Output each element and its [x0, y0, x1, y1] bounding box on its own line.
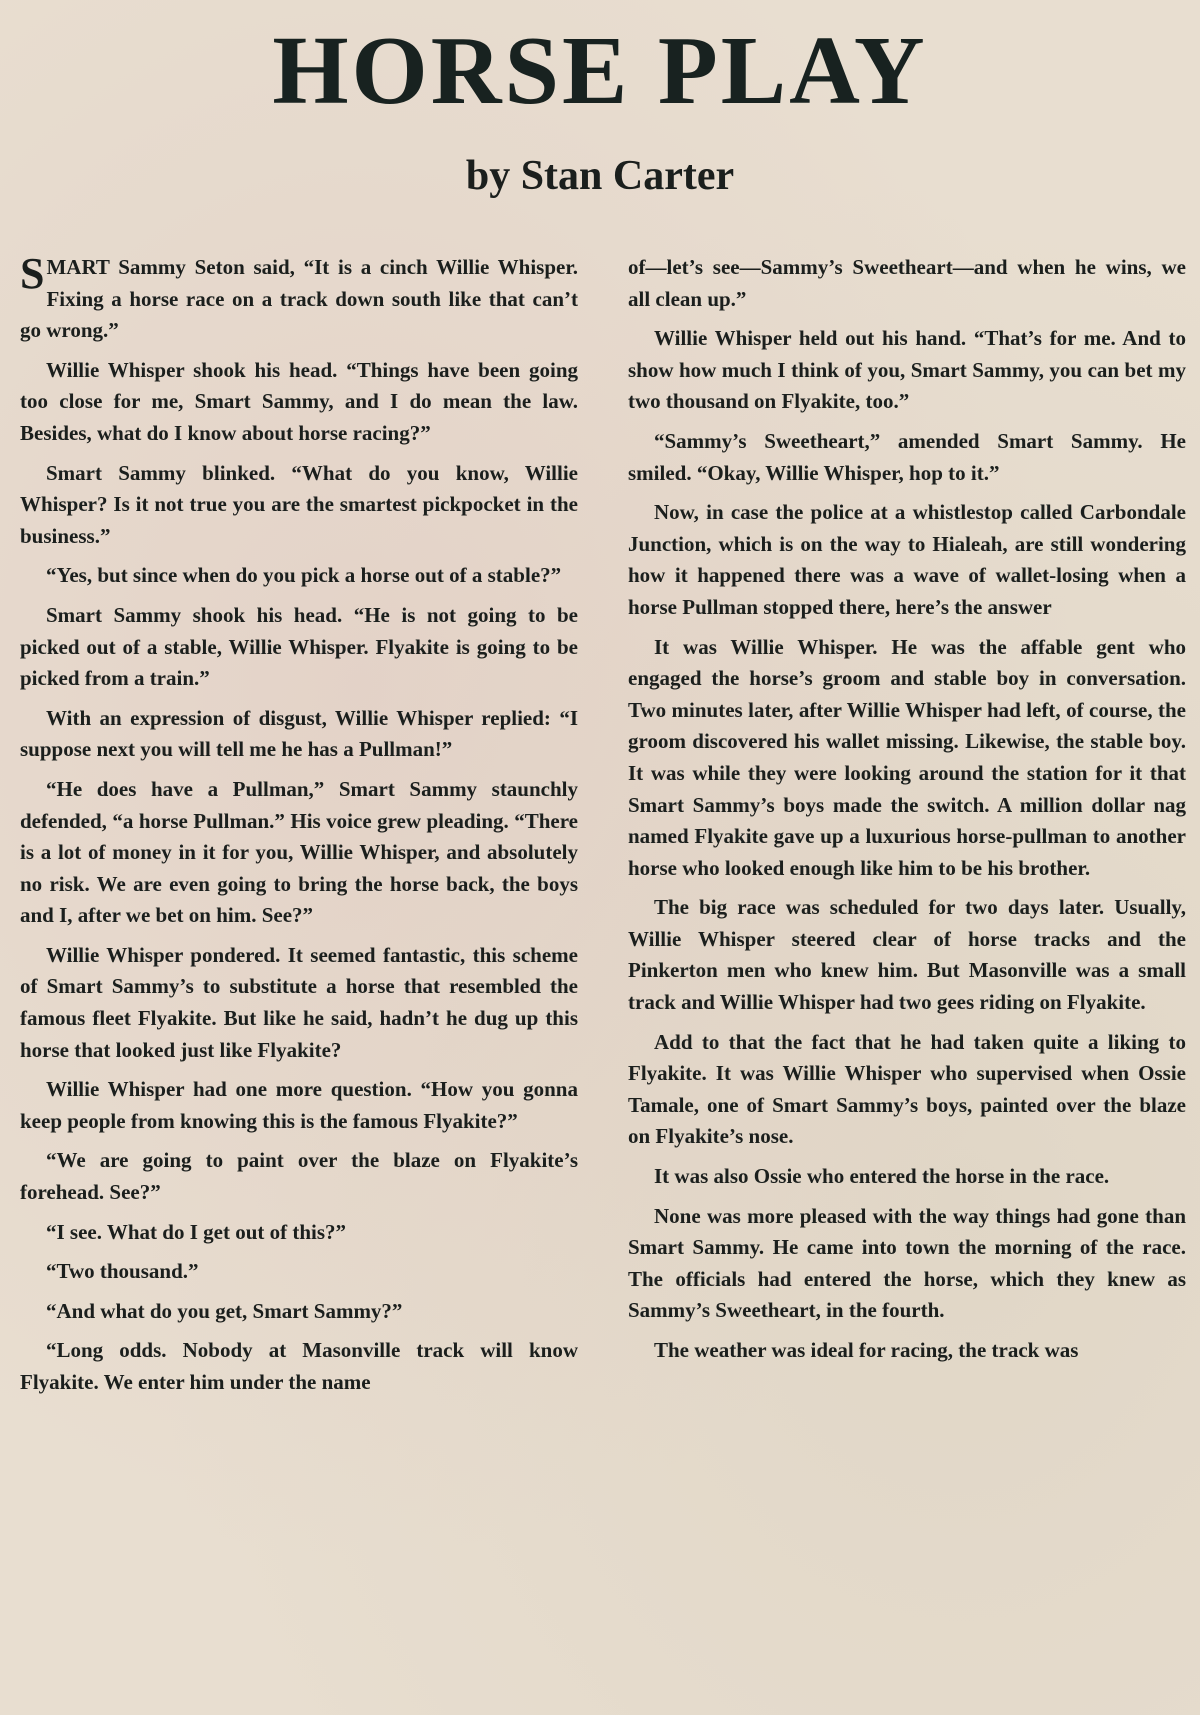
- story-title: HORSE PLAY: [272, 17, 928, 125]
- paragraph: With an expression of disgust, Willie Whisper replied: “I suppose next you will tell me he has a Pullman!”: [20, 705, 578, 762]
- paragraph: Willie Whisper shook his head. “Things have been going too close for me, Smart Sammy, and I do mean the law. Besides, what do I know about horse racing?”: [20, 357, 578, 445]
- paragraph: Smart Sammy blinked. “What do you know, Willie Whisper? Is it not true you are the smartest pickpocket in the business.”: [20, 460, 578, 548]
- paragraph: Smart Sammy shook his head. “He is not going to be picked out of a stable, Willie Whisper. Flyakite is going to be picked from a train.”: [20, 602, 578, 691]
- story-byline: by Stan Carter: [465, 153, 735, 199]
- paragraph: It was Willie Whisper. He was the affable gent who engaged the horse’s groom and stable boy in conversation. Two minutes later, after Willie Whisper had left, of course, the groom discovered his wallet missing. Likewise, the stable boy. It was while they were looking around the station for it that Smart Sammy’s boys made the switch. A million dollar nag named Flyakite gave up a luxurious horse-pullman to another horse who looked enough like him to be his brother.: [628, 634, 1186, 880]
- paragraph: “Long odds. Nobody at Masonville track will know Flyakite. We enter him under the name: [20, 1338, 578, 1394]
- paragraph: “I see. What do I get out of this?”: [46, 1219, 347, 1244]
- paragraph: “And what do you get, Smart Sammy?”: [46, 1298, 403, 1323]
- paragraph: Willie Whisper pondered. It seemed fantastic, this scheme of Smart Sammy’s to substitute a horse that resembled the famous fleet Flyakite. But like he said, hadn’t he dug up this horse that looked just like Flyakite?: [20, 942, 578, 1062]
- paragraph: “He does have a Pullman,” Smart Sammy staunchly defended, “a horse Pullman.” His voice grew pleading. “There is a lot of money in it for you, Willie Whisper, and absolutely no risk. We are even going to bring the horse back, the boys and I, after we bet on him. See?”: [20, 776, 578, 928]
- paragraph: It was also Ossie who entered the horse in the race.: [654, 1164, 1110, 1189]
- paragraph-text: MART Sammy Seton said, “It is a cinch Willie Whisper. Fixing a horse race on a track down south like that can’t go wrong.”: [20, 255, 578, 343]
- paragraph: The big race was scheduled for two days later. Usually, Willie Whisper steered clear of horse tracks and the Pinkerton men who knew him. But Masonville was a small track and Willie Whisper had two gees riding on Flyakite.: [628, 895, 1186, 1015]
- paragraph: The weather was ideal for racing, the track was: [654, 1338, 1079, 1362]
- paragraph: Now, in case the police at a whistlestop called Carbondale Junction, which is on the way to Hialeah, are still wondering how it happened there was a wave of wallet-losing when a horse Pullman stopped there, here’s the answer: [628, 500, 1186, 619]
- paragraph: Add to that the fact that he had taken quite a liking to Flyakite. It was Willie Whisper who supervised when Ossie Tamale, one of Smart Sammy’s boys, painted over the blaze on Flyakite’s nose.: [628, 1029, 1186, 1149]
- right-column: [628, 252, 1186, 1375]
- paragraph: Willie Whisper held out his hand. “That’s for me. And to show how much I think of you, Smart Sammy, you can bet my two thousand on Flyakite, too.”: [628, 326, 1186, 414]
- paragraph: “Two thousand.”: [46, 1259, 199, 1284]
- left-column: [20, 249, 578, 1407]
- paragraph: None was more pleased with the way things had gone than Smart Sammy. He came into town the morning of the race. The officials had entered the horse, which they knew as Sammy’s Sweetheart, in the fourth.: [628, 1203, 1186, 1323]
- paragraph-continuation: of—let’s see—Sammy’s Sweetheart—and when he wins, we all clean up.”: [628, 255, 1186, 311]
- paragraph: “Yes, but since when do you pick a horse out of a stable?”: [46, 563, 562, 588]
- drop-cap: S: [20, 249, 45, 298]
- paragraph: [20, 249, 578, 347]
- paragraph: Willie Whisper had one more question. “How you gonna keep people from knowing this is the famous Flyakite?”: [20, 1077, 578, 1133]
- paragraph: “Sammy’s Sweetheart,” amended Smart Sammy. He smiled. “Okay, Willie Whisper, hop to it.”: [628, 428, 1186, 485]
- paragraph: “We are going to paint over the blaze on Flyakite’s forehead. See?”: [20, 1148, 578, 1205]
